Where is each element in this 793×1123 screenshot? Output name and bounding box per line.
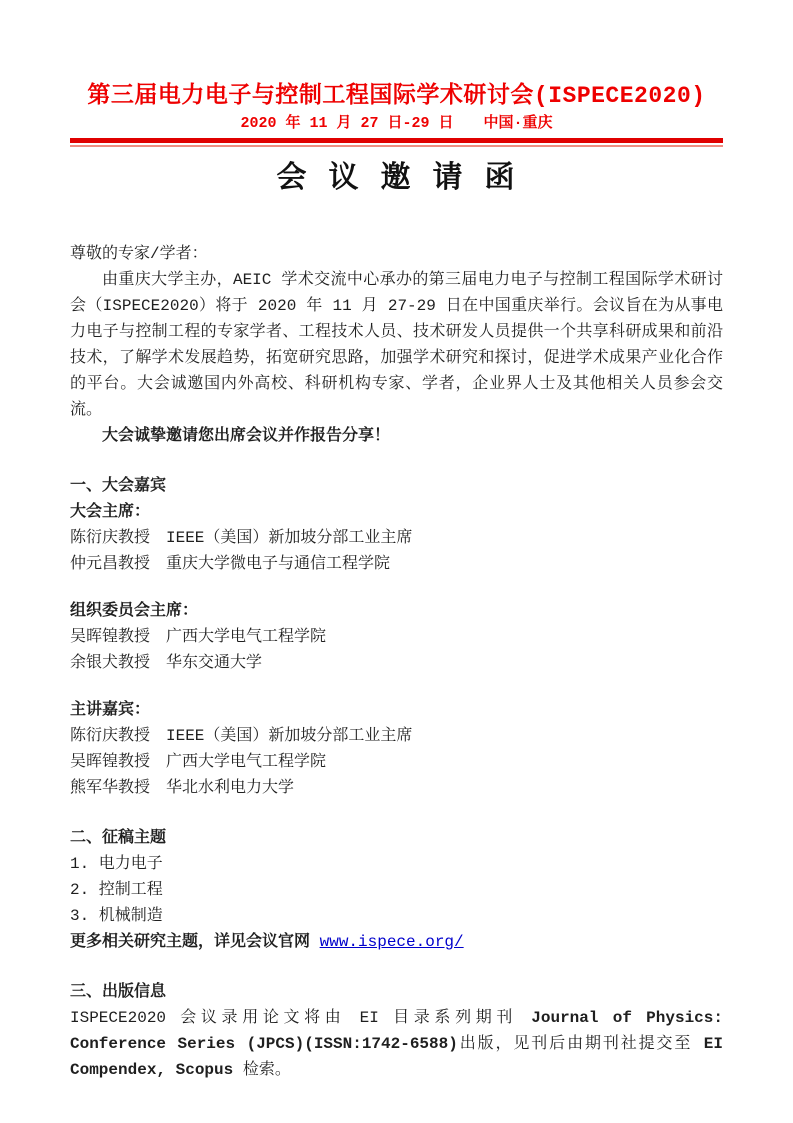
publication-segment-1: ISPECE2020 会议录用论文将由 EI 目录系列期刊 <box>70 1009 532 1027</box>
committee-block <box>70 598 723 676</box>
publication-paragraph <box>70 1005 723 1083</box>
conference-website-link[interactable]: www.ispece.org/ <box>319 933 464 951</box>
more-topics-line <box>70 929 723 955</box>
guest-line-chair-2: 仲元昌教授 重庆大学微电子与通信工程学院 <box>70 555 391 573</box>
conference-date-location: 2020 年 11 月 27 日-29 日 中国·重庆 <box>240 115 553 132</box>
speakers-block <box>70 697 723 801</box>
header-rule-thin <box>70 145 723 147</box>
publication-index-names: EI Compendex, Scopus <box>70 1035 723 1079</box>
more-topics-text: 更多相关研究主题，详见会议官网 <box>70 933 320 951</box>
document-title: 会 议 邀 请 函 <box>276 163 517 197</box>
topic-item-1: 1. 电力电子 <box>70 855 163 873</box>
invitation-line: 大会诚挚邀请您出席会议并作报告分享！ <box>102 427 391 445</box>
committee-subheading: 组织委员会主席： <box>70 602 199 620</box>
topic-item-2: 2. 控制工程 <box>70 881 163 899</box>
guest-line-speaker-1: 陈衍庆教授 IEEE（美国）新加坡分部工业主席 <box>70 727 413 745</box>
section-topics-heading: 二、征稿主题 <box>70 829 167 847</box>
speakers-subheading: 主讲嘉宾： <box>70 701 151 719</box>
publication-journal-name: Journal of Physics: Conference Series (JPCS)(ISSN:1742-6588) <box>70 1009 723 1053</box>
section-publication-heading: 三、出版信息 <box>70 983 167 1001</box>
guest-line-committee-1: 吴晖锽教授 广西大学电气工程学院 <box>70 628 327 646</box>
section-guests-heading: 一、大会嘉宾 <box>70 477 167 495</box>
conference-title: 第三届电力电子与控制工程国际学术研讨会(ISPECE2020) <box>87 83 706 109</box>
guest-line-speaker-2: 吴晖锽教授 广西大学电气工程学院 <box>70 753 327 771</box>
section-topics <box>70 825 723 955</box>
publication-segment-3: 出版，见刊后由期刊社提交至 <box>457 1035 704 1053</box>
publication-segment-5: 检索。 <box>233 1061 291 1079</box>
section-publication <box>70 979 723 1083</box>
salutation-line: 尊敬的专家/学者： <box>70 245 208 263</box>
chair-subheading: 大会主席： <box>70 503 151 521</box>
section-guests <box>70 473 723 801</box>
header-rule-thick <box>70 138 723 143</box>
guest-line-chair-1: 陈衍庆教授 IEEE（美国）新加坡分部工业主席 <box>70 529 413 547</box>
topic-item-3: 3. 机械制造 <box>70 907 163 925</box>
intro-paragraph: 由重庆大学主办，AEIC 学术交流中心承办的第三届电力电子与控制工程国际学术研讨会（ISPECE2020）将于 2020 年 11 月 27-29 日在中国重庆举行。会议旨在为从事电力电子与控制工程的专家学者、工程技术人员、技术研发人员提供一个共享科研成果和前沿技术，了解学术发展趋势，拓宽研究思路，加强学术研究和探讨，促进学术成果产业化合作的平台。大会诚邀国内外高校、科研机构专家、学者，企业界人士及其他相关人员参会交流。 <box>70 271 723 419</box>
guest-line-committee-2: 余银犬教授 华东交通大学 <box>70 654 263 672</box>
guest-line-speaker-3: 熊军华教授 华北水利电力大学 <box>70 779 295 797</box>
